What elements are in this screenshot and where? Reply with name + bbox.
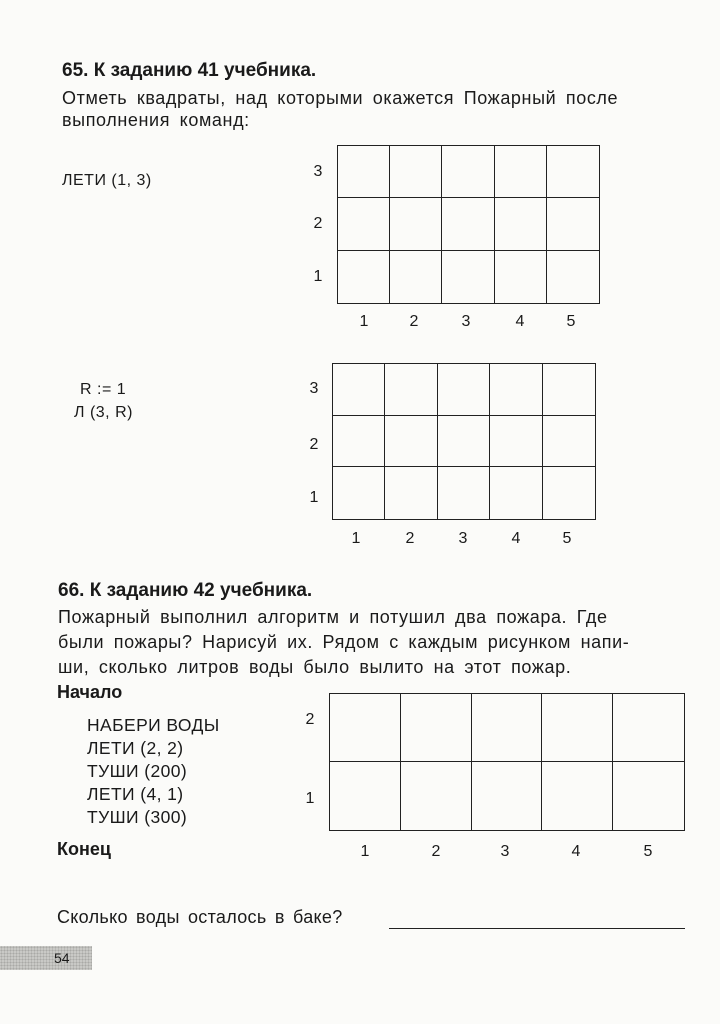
grid1-cell-r1-c4[interactable] [495, 251, 547, 303]
grid1-cell-r1-c3[interactable] [442, 251, 494, 303]
program-line-1: НАБЕРИ ВОДЫ [87, 715, 220, 735]
grid-3 [329, 693, 685, 831]
example1-command: ЛЕТИ (1, 3) [62, 172, 152, 189]
grid1-y-label: 1 [313, 268, 323, 285]
grid1-cell-r2-c2[interactable] [390, 198, 442, 250]
program-line-4: ЛЕТИ (4, 1) [87, 784, 184, 804]
grid2-x-label: 3 [458, 530, 468, 547]
grid1-y-label: 2 [313, 215, 323, 232]
program-line-3: ТУШИ (200) [87, 761, 188, 781]
grid2-cell-r2-c2[interactable] [385, 416, 437, 468]
grid1-cell-r2-c3[interactable] [442, 198, 494, 250]
grid2-cell-r3-c4[interactable] [490, 364, 542, 416]
grid3-cell-r2-c5[interactable] [613, 694, 684, 762]
grid3-cell-r2-c4[interactable] [542, 694, 613, 762]
grid2-cell-r2-c4[interactable] [490, 416, 542, 468]
grid2-cell-r2-c5[interactable] [543, 416, 595, 468]
grid1-cell-r3-c3[interactable] [442, 146, 494, 198]
grid3-cell-r2-c1[interactable] [330, 694, 401, 762]
task66-text-line3: ши, сколько литров воды было вылито на этот пожар. [58, 657, 572, 677]
task65-text-line1: Отметь квадраты, над которыми окажется Пожарный после [62, 88, 619, 108]
grid1-cell-r3-c5[interactable] [547, 146, 599, 198]
grid2-x-label: 5 [562, 530, 572, 547]
grid3-cell-r1-c1[interactable] [330, 762, 401, 830]
grid1-cell-r3-c4[interactable] [495, 146, 547, 198]
task66-title: 66. К заданию 42 учебника. [58, 580, 313, 601]
page-number: 54 [54, 950, 70, 966]
grid1-x-label: 5 [566, 313, 576, 330]
program-line-2: ЛЕТИ (2, 2) [87, 738, 184, 758]
grid-1 [337, 145, 600, 304]
grid3-cell-r2-c3[interactable] [472, 694, 543, 762]
grid1-x-label: 3 [461, 313, 471, 330]
grid2-cell-r3-c3[interactable] [438, 364, 490, 416]
grid2-cell-r3-c5[interactable] [543, 364, 595, 416]
task65-text-line2: выполнения команд: [62, 110, 250, 130]
grid2-cell-r2-c1[interactable] [333, 416, 385, 468]
grid2-x-label: 4 [511, 530, 521, 547]
program-end: Конец [57, 839, 111, 859]
grid3-y-label: 1 [305, 790, 315, 807]
grid-2 [332, 363, 596, 520]
task66-text-line2: были пожары? Нарисуй их. Рядом с каждым рисунком напи- [58, 632, 630, 652]
grid2-y-label: 1 [309, 489, 319, 506]
grid3-x-label: 2 [431, 843, 441, 860]
grid3-cell-r1-c2[interactable] [401, 762, 472, 830]
grid1-cell-r2-c5[interactable] [547, 198, 599, 250]
grid2-cell-r3-c2[interactable] [385, 364, 437, 416]
grid2-cell-r1-c4[interactable] [490, 467, 542, 519]
program-line-5: ТУШИ (300) [87, 807, 188, 827]
grid1-cell-r2-c4[interactable] [495, 198, 547, 250]
grid2-cell-r2-c3[interactable] [438, 416, 490, 468]
grid2-cell-r1-c5[interactable] [543, 467, 595, 519]
grid2-cell-r1-c3[interactable] [438, 467, 490, 519]
grid2-cell-r1-c2[interactable] [385, 467, 437, 519]
example2-command-1: R := 1 [80, 381, 127, 398]
grid1-y-label: 3 [313, 163, 323, 180]
grid3-cell-r2-c2[interactable] [401, 694, 472, 762]
grid2-y-label: 3 [309, 380, 319, 397]
water-question: Сколько воды осталось в баке? [57, 907, 343, 927]
grid3-y-label: 2 [305, 711, 315, 728]
grid1-cell-r3-c2[interactable] [390, 146, 442, 198]
grid1-x-label: 4 [515, 313, 525, 330]
example2-command-2: Л (3, R) [74, 404, 133, 421]
grid1-cell-r1-c1[interactable] [338, 251, 390, 303]
grid1-cell-r1-c2[interactable] [390, 251, 442, 303]
grid3-x-label: 4 [571, 843, 581, 860]
grid1-x-label: 1 [359, 313, 369, 330]
grid3-x-label: 3 [500, 843, 510, 860]
grid2-cell-r3-c1[interactable] [333, 364, 385, 416]
grid1-cell-r2-c1[interactable] [338, 198, 390, 250]
grid3-cell-r1-c3[interactable] [472, 762, 543, 830]
grid2-cell-r1-c1[interactable] [333, 467, 385, 519]
task65-title: 65. К заданию 41 учебника. [62, 60, 317, 81]
task66-text-line1: Пожарный выполнил алгоритм и потушил два пожара. Где [58, 607, 608, 627]
grid3-cell-r1-c4[interactable] [542, 762, 613, 830]
grid3-x-label: 1 [360, 843, 370, 860]
program-begin: Начало [57, 682, 123, 702]
grid3-cell-r1-c5[interactable] [613, 762, 684, 830]
grid2-x-label: 1 [351, 530, 361, 547]
grid1-cell-r1-c5[interactable] [547, 251, 599, 303]
grid2-y-label: 2 [309, 436, 319, 453]
grid3-x-label: 5 [643, 843, 653, 860]
grid2-x-label: 2 [405, 530, 415, 547]
grid1-x-label: 2 [409, 313, 419, 330]
answer-line[interactable] [389, 928, 685, 929]
page-number-tab [0, 946, 92, 970]
grid1-cell-r3-c1[interactable] [338, 146, 390, 198]
